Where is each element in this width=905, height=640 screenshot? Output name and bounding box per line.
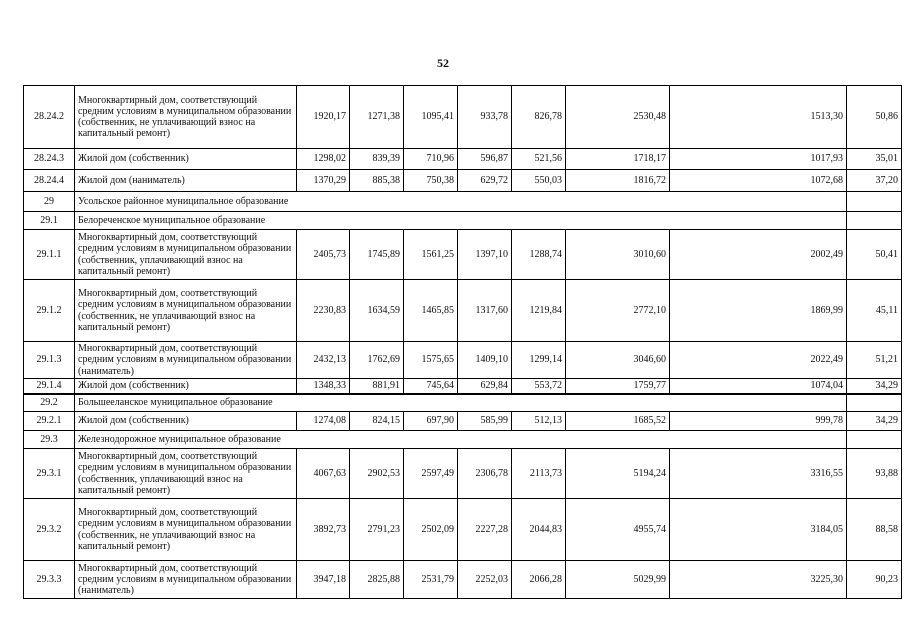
row-description: Многоквартирный дом, соответствующий средним условиям в муниципальном образовании (наниматель) [75, 561, 297, 599]
row-description: Многоквартирный дом, соответствующий средним условиям в муниципальном образовании (собственник, не уплачивающий взнос на капитальный ремонт) [75, 499, 297, 561]
value-cell: 1348,33 [297, 379, 350, 394]
tariff-table [23, 85, 902, 599]
value-cell: 1298,02 [297, 149, 350, 170]
value-cell: 3225,30 [670, 561, 847, 599]
value-cell: 1685,52 [566, 412, 670, 431]
value-cell: 2002,49 [670, 230, 847, 280]
value-cell: 629,72 [458, 170, 512, 192]
row-description: Многоквартирный дом, соответствующий средним условиям в муниципальном образовании (собственник, уплачивающий взнос на капитальный ремонт) [75, 230, 297, 280]
value-cell: 1745,89 [350, 230, 404, 280]
value-cell: 1317,60 [458, 280, 512, 342]
table-body [24, 86, 902, 599]
value-cell: 2252,03 [458, 561, 512, 599]
value-cell: 826,78 [512, 86, 566, 149]
row-code: 29.1.2 [24, 280, 75, 342]
value-cell: 1095,41 [404, 86, 458, 149]
section-row [24, 394, 902, 412]
value-cell: 1869,99 [670, 280, 847, 342]
section-title: Железнодорожное муниципальное образование [75, 431, 847, 449]
value-cell: 50,86 [847, 86, 902, 149]
value-cell: 4955,74 [566, 499, 670, 561]
value-cell: 1219,84 [512, 280, 566, 342]
value-cell: 1920,17 [297, 86, 350, 149]
value-cell: 2405,73 [297, 230, 350, 280]
value-cell: 5194,24 [566, 449, 670, 499]
value-cell: 2306,78 [458, 449, 512, 499]
value-cell: 34,29 [847, 412, 902, 431]
value-cell: 2531,79 [404, 561, 458, 599]
value-cell: 933,78 [458, 86, 512, 149]
value-cell: 2022,49 [670, 342, 847, 379]
page-number: 52 [437, 56, 449, 70]
value-cell: 1634,59 [350, 280, 404, 342]
section-title: Усольское районное муниципальное образование [75, 192, 847, 212]
value-cell: 2066,28 [512, 561, 566, 599]
value-cell: 1370,29 [297, 170, 350, 192]
table-row [24, 170, 902, 192]
value-cell: 3010,60 [566, 230, 670, 280]
value-cell: 2502,09 [404, 499, 458, 561]
value-cell: 37,20 [847, 170, 902, 192]
value-cell: 1274,08 [297, 412, 350, 431]
table-row [24, 379, 902, 394]
row-code: 29.3.1 [24, 449, 75, 499]
table-row [24, 86, 902, 149]
table-row [24, 412, 902, 431]
value-cell: 2902,53 [350, 449, 404, 499]
row-code: 29.1 [24, 212, 75, 230]
value-cell: 1762,69 [350, 342, 404, 379]
value-cell: 745,64 [404, 379, 458, 394]
value-cell: 3316,55 [670, 449, 847, 499]
value-cell: 2432,13 [297, 342, 350, 379]
value-cell: 1017,93 [670, 149, 847, 170]
value-cell: 5029,99 [566, 561, 670, 599]
value-cell: 1288,74 [512, 230, 566, 280]
value-cell: 2597,49 [404, 449, 458, 499]
value-cell: 1299,14 [512, 342, 566, 379]
value-cell: 999,78 [670, 412, 847, 431]
row-code: 29.1.3 [24, 342, 75, 379]
value-cell: 1409,10 [458, 342, 512, 379]
value-cell: 550,03 [512, 170, 566, 192]
value-cell: 2791,23 [350, 499, 404, 561]
empty-cell [847, 212, 902, 230]
value-cell: 35,01 [847, 149, 902, 170]
row-code: 28.24.2 [24, 86, 75, 149]
value-cell: 839,39 [350, 149, 404, 170]
table-row [24, 499, 902, 561]
value-cell: 2230,83 [297, 280, 350, 342]
table-row [24, 449, 902, 499]
value-cell: 2772,10 [566, 280, 670, 342]
value-cell: 1074,04 [670, 379, 847, 394]
value-cell: 1718,17 [566, 149, 670, 170]
row-code: 29.3.3 [24, 561, 75, 599]
value-cell: 50,41 [847, 230, 902, 280]
table-row [24, 280, 902, 342]
section-row [24, 212, 902, 230]
row-code: 28.24.3 [24, 149, 75, 170]
row-code: 29.1.1 [24, 230, 75, 280]
value-cell: 93,88 [847, 449, 902, 499]
value-cell: 1072,68 [670, 170, 847, 192]
value-cell: 1759,77 [566, 379, 670, 394]
row-description: Многоквартирный дом, соответствующий средним условиям в муниципальном образовании (наниматель) [75, 342, 297, 379]
value-cell: 88,58 [847, 499, 902, 561]
value-cell: 881,91 [350, 379, 404, 394]
value-cell: 710,96 [404, 149, 458, 170]
value-cell: 90,23 [847, 561, 902, 599]
value-cell: 45,11 [847, 280, 902, 342]
table-row [24, 149, 902, 170]
value-cell: 51,21 [847, 342, 902, 379]
row-description: Многоквартирный дом, соответствующий средним условиям в муниципальном образовании (собственник, не уплачивающий взнос на капитальный ремонт) [75, 280, 297, 342]
section-row [24, 192, 902, 212]
empty-cell [847, 394, 902, 412]
row-description: Жилой дом (собственник) [75, 412, 297, 431]
value-cell: 2227,28 [458, 499, 512, 561]
value-cell: 824,15 [350, 412, 404, 431]
value-cell: 885,38 [350, 170, 404, 192]
value-cell: 3947,18 [297, 561, 350, 599]
row-code: 29.2 [24, 394, 75, 412]
empty-cell [847, 431, 902, 449]
value-cell: 1816,72 [566, 170, 670, 192]
row-code: 29.3 [24, 431, 75, 449]
value-cell: 697,90 [404, 412, 458, 431]
value-cell: 1397,10 [458, 230, 512, 280]
section-title: Большееланское муниципальное образование [75, 394, 847, 412]
value-cell: 3046,60 [566, 342, 670, 379]
value-cell: 1513,30 [670, 86, 847, 149]
value-cell: 2113,73 [512, 449, 566, 499]
empty-cell [847, 192, 902, 212]
value-cell: 3184,05 [670, 499, 847, 561]
value-cell: 4067,63 [297, 449, 350, 499]
table-row [24, 561, 902, 599]
row-description: Многоквартирный дом, соответствующий средним условиям в муниципальном образовании (собственник, не уплачивающий взнос на капитальный ремонт) [75, 86, 297, 149]
value-cell: 750,38 [404, 170, 458, 192]
value-cell: 1575,65 [404, 342, 458, 379]
value-cell: 34,29 [847, 379, 902, 394]
value-cell: 2825,88 [350, 561, 404, 599]
row-description: Жилой дом (собственник) [75, 149, 297, 170]
table-row [24, 342, 902, 379]
value-cell: 3892,73 [297, 499, 350, 561]
value-cell: 1465,85 [404, 280, 458, 342]
row-description: Многоквартирный дом, соответствующий средним условиям в муниципальном образовании (собственник, уплачивающий взнос на капитальный ремонт) [75, 449, 297, 499]
value-cell: 553,72 [512, 379, 566, 394]
section-row [24, 431, 902, 449]
value-cell: 2530,48 [566, 86, 670, 149]
row-description: Жилой дом (собственник) [75, 379, 297, 394]
row-code: 28.24.4 [24, 170, 75, 192]
value-cell: 1561,25 [404, 230, 458, 280]
value-cell: 596,87 [458, 149, 512, 170]
value-cell: 521,56 [512, 149, 566, 170]
row-code: 29.3.2 [24, 499, 75, 561]
table-row [24, 230, 902, 280]
row-description: Жилой дом (наниматель) [75, 170, 297, 192]
row-code: 29 [24, 192, 75, 212]
value-cell: 2044,83 [512, 499, 566, 561]
row-code: 29.2.1 [24, 412, 75, 431]
value-cell: 512,13 [512, 412, 566, 431]
value-cell: 585,99 [458, 412, 512, 431]
value-cell: 1271,38 [350, 86, 404, 149]
section-title: Белореченское муниципальное образование [75, 212, 847, 230]
row-code: 29.1.4 [24, 379, 75, 394]
value-cell: 629,84 [458, 379, 512, 394]
